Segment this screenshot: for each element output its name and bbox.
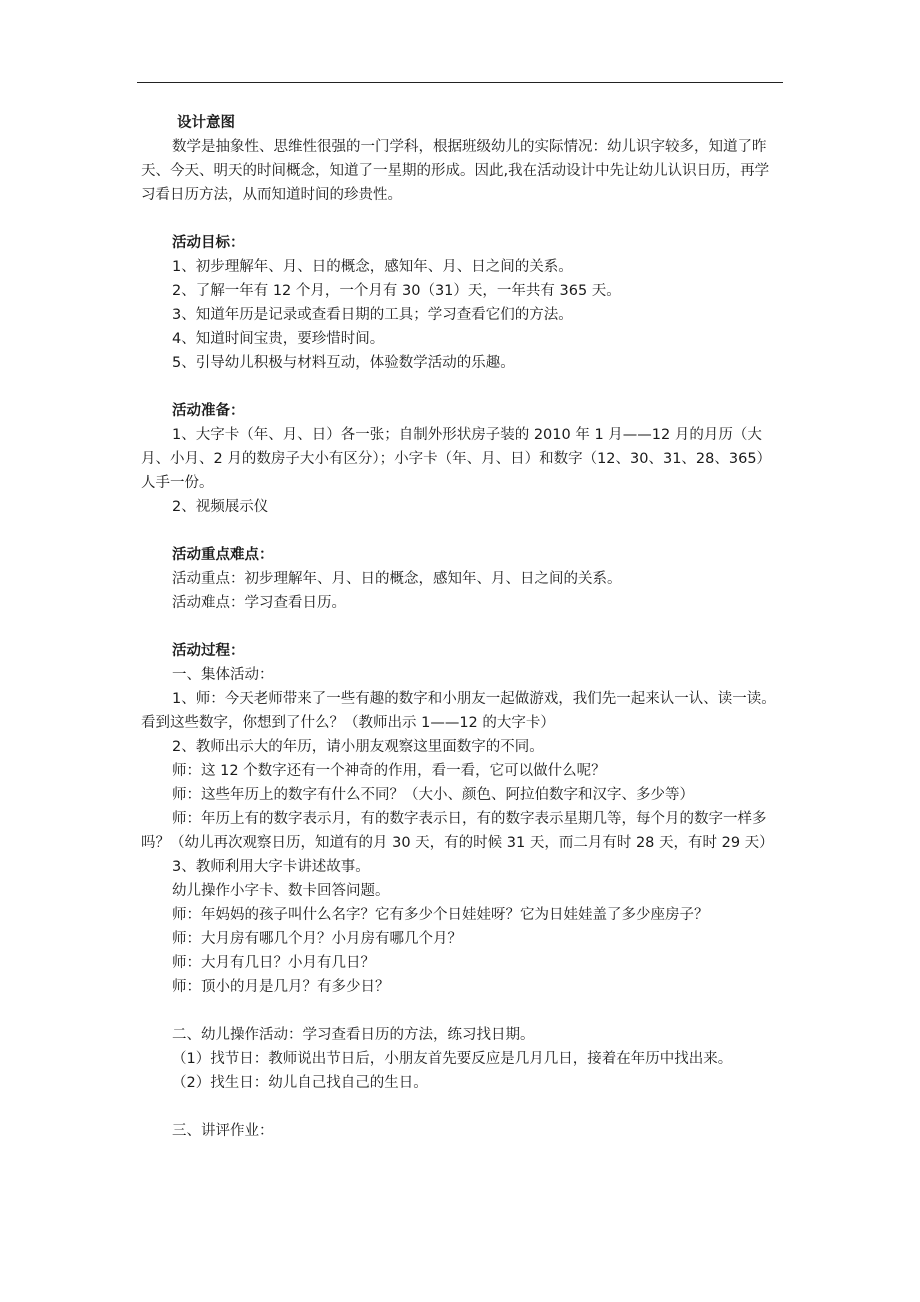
paragraph: 活动重点：初步理解年、月、日的概念，感知年、月、日之间的关系。: [172, 571, 622, 587]
paragraph: （2）找生日：幼儿自己找自己的生日。: [172, 1075, 428, 1091]
paragraph: 1、师：今天老师带来了一些有趣的数字和小朋友一起做游戏，我们先一起来认一认、读一读。看到这些数字，你想到了什么？（教师出示 1——12 的大字卡）: [141, 691, 776, 731]
paragraph: 三、讲评作业：: [172, 1123, 274, 1139]
paragraph: 师：年历上有的数字表示月，有的数字表示日，有的数字表示星期几等，每个月的数字一样多吗？（幼儿再次观察日历，知道有的月 30 天，有的时候 31 天，而二月有时 28 天，有时 29 天）: [141, 811, 774, 851]
paragraph: （1）找节日：教师说出节日后，小朋友首先要反应是几月几日，接着在年历中找出来。: [172, 1051, 733, 1067]
header-rule: [137, 82, 783, 83]
section-title-key-points: 活动重点难点：: [172, 547, 274, 563]
paragraph: 师：这些年历上的数字有什么不同？（大小、颜色、阿拉伯数字和汉字、多少等）: [172, 787, 694, 803]
section-title-objectives: 活动目标：: [172, 235, 245, 251]
spacer: [141, 207, 781, 231]
paragraph: 活动难点：学习查看日历。: [172, 595, 346, 611]
document-body: [141, 111, 781, 1143]
section-title-preparation: 活动准备：: [172, 403, 245, 419]
list-item: 4、知道时间宝贵，要珍惜时间。: [172, 331, 385, 347]
list-item: 2、视频展示仪: [172, 499, 269, 515]
paragraph: 师：顶小的月是几月？有多少日？: [172, 979, 390, 995]
list-item: 2、了解一年有 12 个月，一个月有 30（31）天，一年共有 365 天。: [172, 283, 621, 299]
paragraph: 2、教师出示大的年历，请小朋友观察这里面数字的不同。: [172, 739, 544, 755]
paragraph: 幼儿操作小字卡、数卡回答问题。: [172, 883, 390, 899]
paragraph: 3、教师利用大字卡讲述故事。: [172, 859, 370, 875]
list-item: 1、初步理解年、月、日的概念，感知年、月、日之间的关系。: [172, 259, 573, 275]
paragraph: 师：大月有几日？小月有几日？: [172, 955, 375, 971]
section-title-design-intent: 设计意图: [177, 115, 235, 131]
spacer: [141, 999, 781, 1023]
spacer: [141, 1095, 781, 1119]
paragraph: 一、集体活动：: [172, 667, 274, 683]
paragraph: 师：年妈妈的孩子叫什么名字？它有多少个日娃娃呀？它为日娃娃盖了多少座房子？: [172, 907, 709, 923]
paragraph: 师：大月房有哪几个月？小月房有哪几个月？: [172, 931, 462, 947]
spacer: [141, 375, 781, 399]
paragraph: 数学是抽象性、思维性很强的一门学科，根据班级幼儿的实际情况：幼儿识字较多，知道了昨天、今天、明天的时间概念，知道了一星期的形成。因此,我在活动设计中先让幼儿认识日历，再学习看日历方法，从而知道时间的珍贵性。: [141, 139, 770, 203]
list-item: 3、知道年历是记录或查看日期的工具；学习查看它们的方法。: [172, 307, 573, 323]
spacer: [141, 615, 781, 639]
paragraph: 二、幼儿操作活动：学习查看日历的方法，练习找日期。: [172, 1027, 535, 1043]
list-item: 5、引导幼儿积极与材料互动，体验数学活动的乐趣。: [172, 355, 515, 371]
section-title-process: 活动过程：: [172, 643, 245, 659]
list-item: 1、大字卡（年、月、日）各一张；自制外形状房子装的 2010 年 1 月——12 月的月历（大月、小月、2 月的数房子大小有区分）；小字卡（年、月、日）和数字（12、30、31、28、365）人手一份。: [141, 427, 772, 491]
paragraph: 师：这 12 个数字还有一个神奇的作用，看一看，它可以做什么呢？: [172, 763, 606, 779]
spacer: [141, 519, 781, 543]
